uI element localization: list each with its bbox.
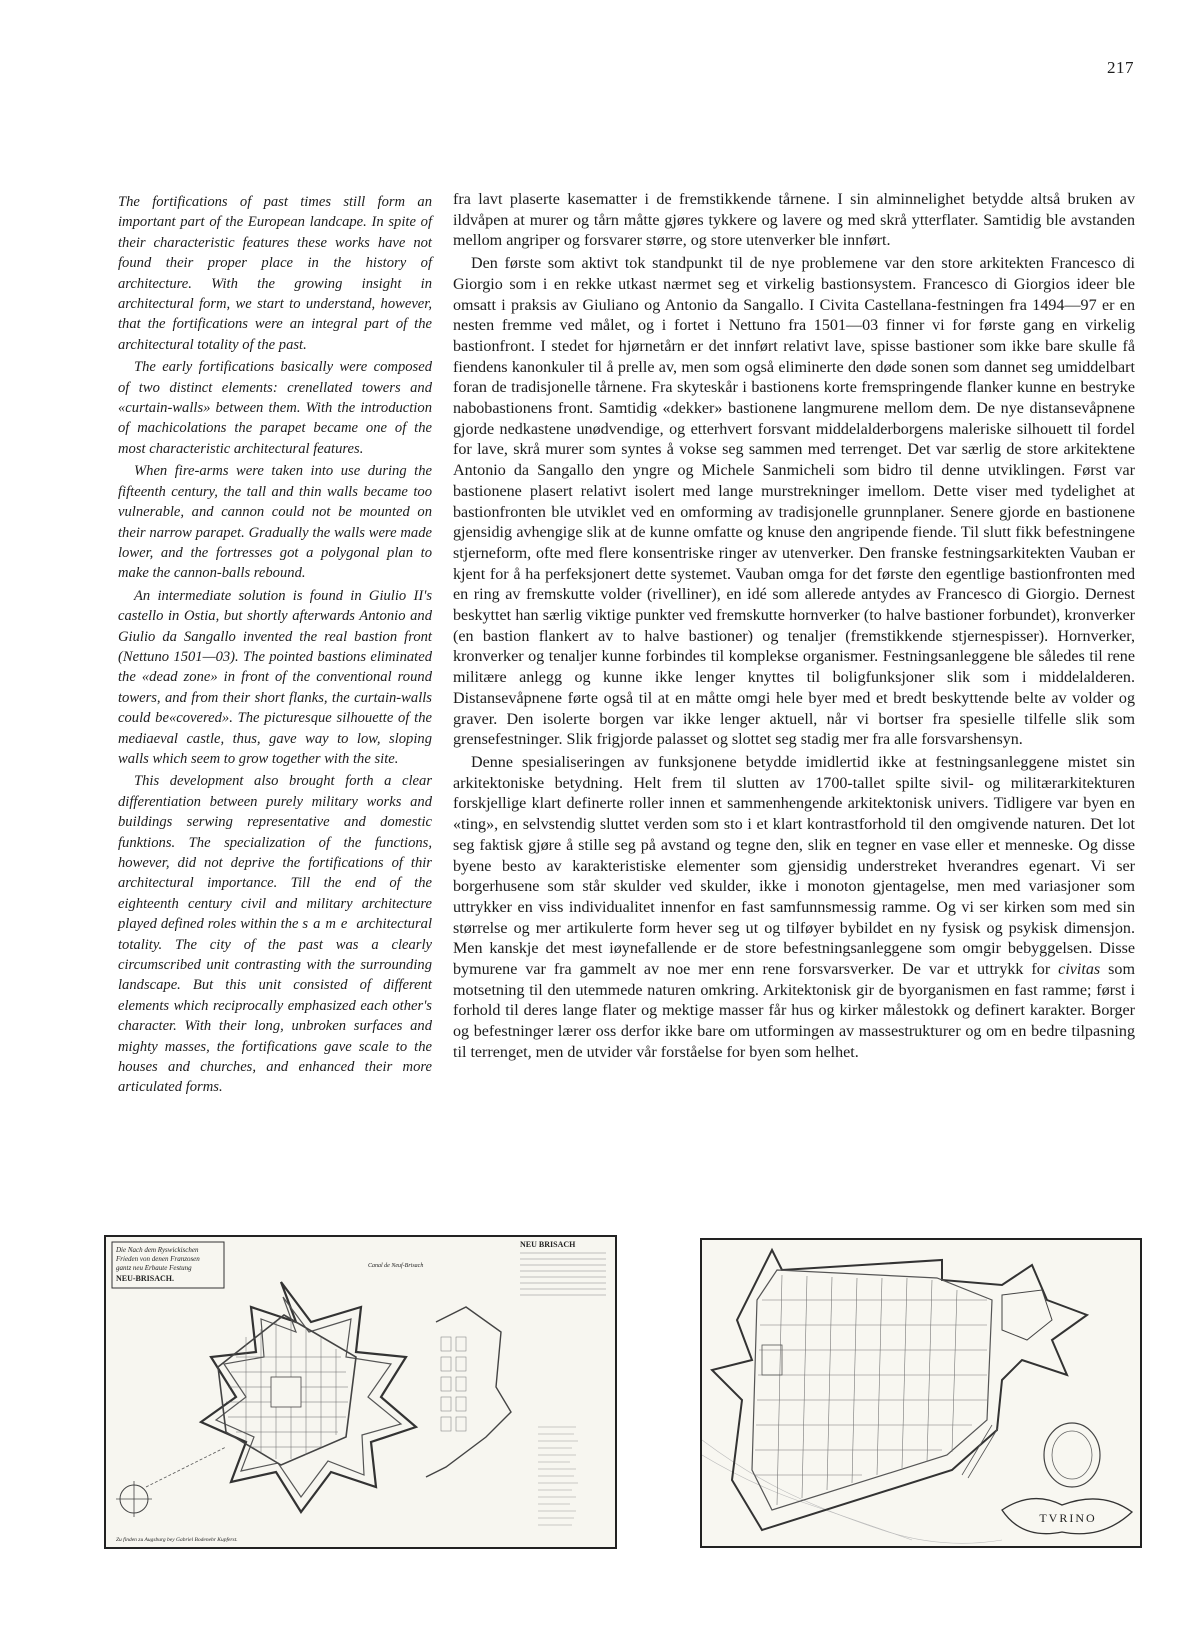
map-label: Canal de Neuf-Brisach: [368, 1263, 424, 1269]
summary-paragraph: The fortifications of past times still form an important part of the European landcape. In spite of their characteristic features these works have not found their proper place in the history of architecture. With the growing insight in architectural form, we start to understand, however, that the fortifications were an integral part of the architectural totality of the past.: [118, 194, 432, 353]
summary-emphasis: same: [302, 916, 353, 933]
figure-title: NEU BRISACH: [520, 1240, 576, 1249]
body-text: Denne spesialiseringen av funksjonene betydde imidlertid ikke at festningsanleggene mistet sin arkitektoniske betydning. Helt frem til slutten av 1700-tallet spilte sivil- og militærarkitekturen forskjellige klart definerte roller innen et sammenhengende arkitektonisk univers. Tidligere var byen en «ting», en selvstendig sluttet verden som sto i et klart kontrastforhold til den omgivende naturen. Det lot seg faktisk gjøre å stille seg på avstand og tegne den, slik en tegner en vase eller et menneske. Og disse byene besto av karakteristiske elementer som gjensidig understreket hverandres egenart. Vi ser borgerhusene som står skulder ved skulder, ikke i monoton gjentagelse, men med variasjoner som uttrykker en viss individualitet innenfor en fast samfunnsmessig ramme. Og vi ser kirken som med sin størrelse og mer artikulerte form hever seg ut og tilføyer bybildet en ny fysisk og psykisk dimensjon. Men kanskje det mest iøynefallende er de store befestningsanleggene som omgir bebyggelsen. Disse bymurene var fra gammelt av noe mer enn rene forsvarsverker. De var et uttrykk for: [453, 753, 1135, 979]
imprint: Zu finden zu Augsburg bey Gabriel Bodenehr Kupferst.: [116, 1537, 238, 1543]
neu-brisach-plan-drawing: [106, 1237, 615, 1547]
summary-paragraph: When fire-arms were taken into use during the fifteenth century, the tall and thin walls became too vulnerable, and cannon could not be mounted on their narrow parapet. Gradually the walls were made lower, and the fortresses got a polygonal plan to make the cannon-balls rebound.: [118, 463, 432, 582]
summary-paragraph: The early fortifications basically were composed of two distinct elements: crenellated towers and «curtain-walls» between them. With the introduction of machicolations the parapet became one of the most characteristic architectural features.: [118, 359, 432, 457]
summary-paragraph: An intermediate solution is found in Giulio II's castello in Ostia, but shortly afterwards Antonio and Giulio da Sangallo invented the real bastion front (Nettuno 1501—03). The pointed bastions eliminated the «dead zone» in front of the conventional round towers, and from their short flanks, the curtain-walls could be«covered». The picturesque silhouette of the mediaeval castle, thus, gave way to low, sloping walls which seem to grow together with the site.: [118, 587, 432, 767]
caption-line: gantz neu Erbaute Festung: [116, 1264, 192, 1272]
body-paragraph: fra lavt plaserte kasematter i de fremstikkende tårnene. I sin alminnelighet betydde altså bruken av ildvåpen at murer og tårn måtte gjøres tykkere og lavere og med skrå ytterflater. Samtidig ble avstanden mellom angriper og forsvarer større, og store utenverker ble innført.: [453, 191, 1135, 250]
summary-text: This development also brought forth a clear differentiation between purely military works and buildings serwing representative and domestic funktions. The specialization of the functions, however, did not deprive the fortifications of thir architectural importance. Till the end of the eighteenth century civil and military architecture played defined roles within the: [118, 773, 432, 933]
body-text: som motsetning til den utemmede naturen omkring. Arkitektonisk gir de byorganismen en fast ramme; først i forhold til deres lange flater og mektige masser får hus og kirker målestokk og definert karakter. Borger og befestninger lærer oss derfor ikke bare om utformingen av massestrukturer og om en bedre tilpasning til terrenget, men de utvider vår forståelse for byen som helhet.: [453, 961, 1135, 1061]
summary-text: architectural totality. The city of the past was a clearly circumscribed unit contrasting with the surrounding landscape. But this unit consisted of different elements which reciprocally emphasized each other's character. With their long, unbroken surfaces and mighty masses, the fortifications gave scale to the houses and churches, and enhanced their more articulated forms.: [118, 916, 432, 1096]
caption-line: NEU-BRISACH.: [116, 1274, 175, 1283]
english-summary: [118, 192, 432, 1100]
body-paragraph: [453, 753, 1135, 1064]
caption-line: Frieden von denen Franzosen: [116, 1255, 200, 1263]
neu-brisach-plan-figure: [104, 1235, 617, 1549]
turin-plan-figure: [700, 1238, 1142, 1548]
latin-term: civitas: [1058, 961, 1101, 979]
body-paragraph: Den første som aktivt tok standpunkt til de nye problemene var den store arkitekten Francesco di Giorgio som i en rekke utkast nærmet seg et virkelig bastionsystem. Francesco di Giorgios ideer ble omsatt i praksis av Giuliano og Antonio da Sangallo. I Civita Castellana-festningen fra 1494—97 er en nesten fremme ved målet, og i fortet i Nettuno fra 1501—03 finner vi for første gang en virkelig bastionfront. I stedet for hjørnetårn er det innført relativt lave, spisse bastioner som ikke bare skulle få fiendens kanonkuler til å prelle av, men som også eliminerte den døde sonen som dannet seg umiddelbart foran de tradisjonelle tårnene. Fra skyteskår i bastionens korte fremspringende flanker kunne en bestryke nabobastionens front. Samtidig «dekker» bastionene langmurene mellom dem. De nye distansevåpnene gjorde nedkastene unødvendige, og etterhvert forsvant middelalderborgens maleriske silhouett til fordel for lave, skrå murer som syntes å vokse seg sammen med terrenget. Det var særlig de store arkitektene Antonio da Sangallo den yngre og Michele Sanmicheli som bidro til denne utviklingen. Først var bastionene plasert relativt isolert med lange murstrekninger imellom. Dette viser med tydelighet at bastionfronten ble utviklet ved en omforming av tradisjonelle grunnplaner. Senere gjorde en bastionene gjensidig avhengige slik at de kunne omfatte og knuse den angripende fiende. Til slutt fikk befestningene stjerneform, ofte med flere konsentriske ringer av utenverker. Den franske festningsarkitekten Vauban er kjent for å ha perfeksjonert dette systemet. Vauban omga for det første den egentlige bastionfronten med en ring av fremskutte volder (rivelliner), en idé som allerede antydes av Francesco di Giorgio. Dernest beskyttet han særlig viktige punkter ved fremskutte hornverker (to halve bastioner forbundet), kronverker (en bastion flankert av to halve bastioner) og tenaljer (fremstikkende stjernespisser). Hornverker, kronverker og tenaljer kunne forbindes til komplekse organismer. Festningsanleggene ble således til rene militære anlegg og kunne ikke lenger knyttes til boligfunksjoner slik som i middelalderen. Distansevåpnene førte også til at en måtte omgi hele byer med et bredt beskyttende belte av volder og graver. Den isolerte borgen var ikke lenger aktuell, når vi bortser fra spesielle tilfelle slik som grensefestninger. Slik frigjorde palasset og slottet seg stadig mer fra alle forsvarshensyn.: [453, 255, 1135, 749]
caption-line: Die Nach dem Ryswickischen: [116, 1246, 199, 1254]
cartouche-label: TVRINO: [1039, 1511, 1097, 1525]
norwegian-main-text: [453, 190, 1135, 1066]
page-number: 217: [1107, 58, 1134, 77]
summary-paragraph: [118, 771, 432, 1098]
turin-plan-drawing: [702, 1240, 1140, 1546]
